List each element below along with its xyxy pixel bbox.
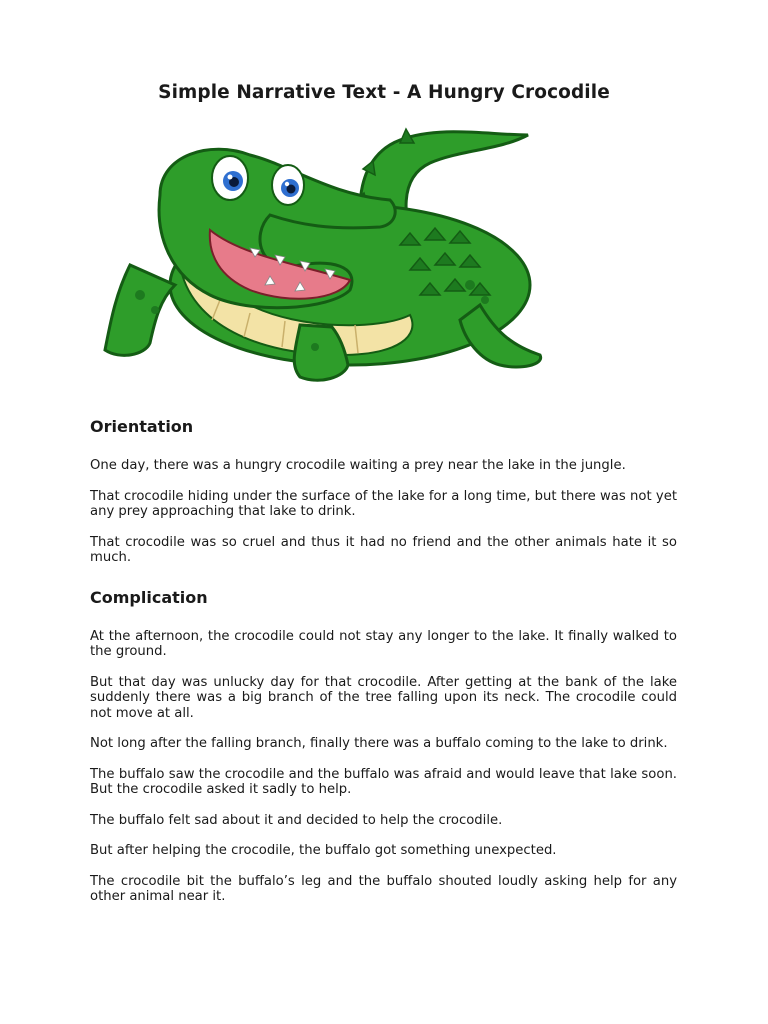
section-heading: Complication — [90, 587, 208, 607]
paragraph: The crocodile bit the buffalo’s leg and the buffalo shouted loudly asking help for any other animal near it. — [90, 873, 677, 904]
paragraph: Not long after the falling branch, finally there was a buffalo coming to the lake to drink. — [90, 736, 668, 751]
crocodile-illustration — [100, 115, 552, 390]
paragraph: The buffalo felt sad about it and decided to help the crocodile. — [90, 812, 503, 828]
paragraph: One day, there was a hungry crocodile waiting a prey near the lake in the jungle. — [90, 458, 626, 473]
paragraph: That crocodile hiding under the surface of the lake for a long time, but there was not yet any prey approaching that lake to drink. — [90, 488, 677, 519]
document-title: Simple Narrative Text - A Hungry Crocodile — [158, 82, 610, 103]
section-orientation — [90, 416, 677, 566]
paragraph: But after helping the crocodile, the buffalo got something unexpected. — [90, 843, 557, 858]
paragraph: The buffalo saw the crocodile and the buffalo was afraid and would leave that lake soon. But the crocodile asked it sadly to help. — [90, 766, 677, 797]
paragraph: But that day was unlucky day for that crocodile. After getting at the bank of the lake suddenly there was a big branch of the tree falling upon its neck. The crocodile could not move at all. — [90, 674, 677, 721]
section-heading: Orientation — [90, 417, 194, 436]
section-complication — [90, 587, 677, 905]
document-content — [90, 416, 677, 920]
paragraph: That crocodile was so cruel and thus it had no friend and the other animals hate it so much. — [90, 534, 677, 565]
paragraph: At the afternoon, the crocodile could not stay any longer to the lake. It finally walked to the ground. — [90, 628, 677, 659]
